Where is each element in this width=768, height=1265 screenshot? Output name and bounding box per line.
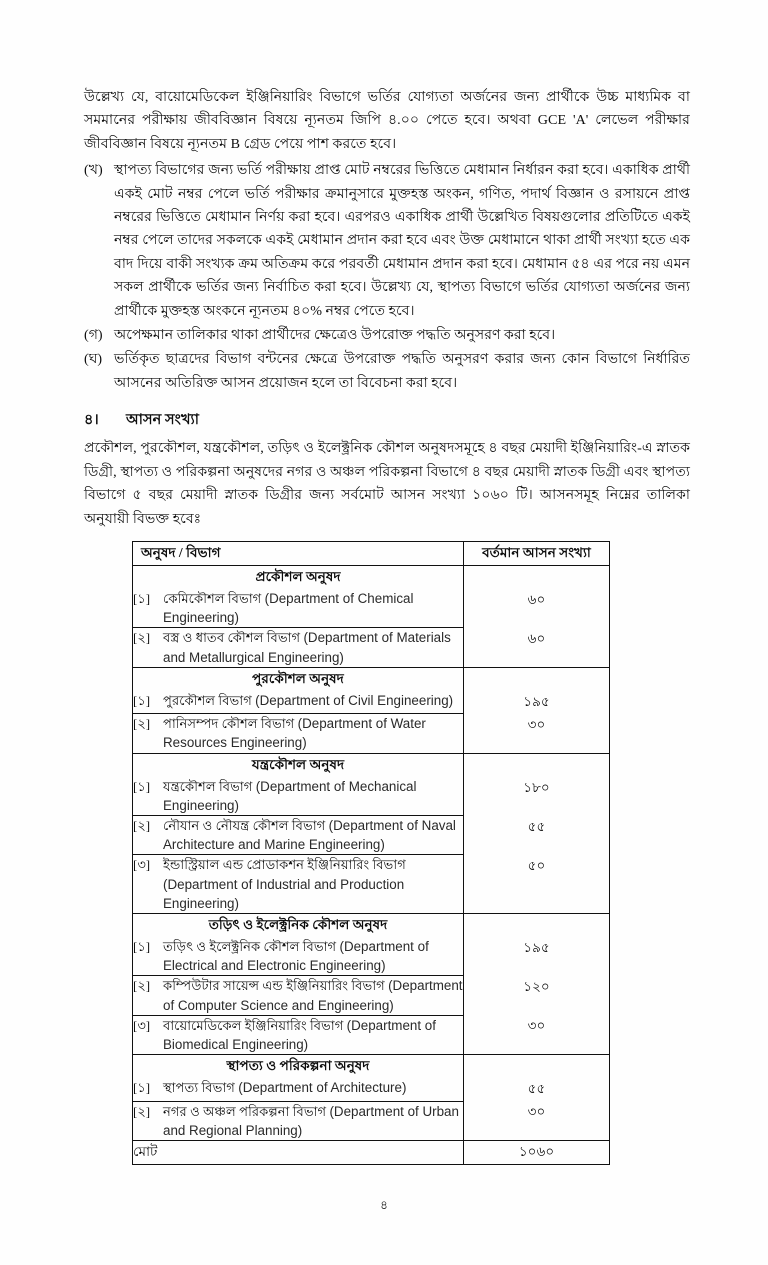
department-row	[133, 628, 610, 667]
department-seat-count: ৫৫	[464, 1078, 610, 1101]
department-name	[163, 855, 463, 913]
department-index: [২]	[133, 818, 151, 834]
department-name	[163, 691, 463, 710]
department-name-en: (Department of Electrical and Electronic Engineering)	[163, 939, 429, 974]
department-name	[163, 816, 463, 854]
faculty-name: যন্ত্রকৌশল অনুষদ	[133, 753, 464, 777]
department-name-en: (Department of Civil Engineering)	[255, 692, 454, 708]
page-number: ৪	[380, 1198, 388, 1212]
clause-gha-text: ভর্তিকৃত ছাত্রদের বিভাগ বন্টনের ক্ষেত্রে উপরোক্ত পদ্ধতি অনুসরণ করার জন্য কোন বিভাগে নির্ধারিত আসনের অতিরিক্ত আসন প্রয়োজন হলে তা বিবেচনা করা হবে।	[114, 351, 690, 391]
faculty-name: তড়িৎ ও ইলেক্ট্রনিক কৌশল অনুষদ	[133, 914, 464, 938]
department-cell	[133, 1078, 464, 1101]
department-row	[133, 937, 610, 976]
department-name-en: (Department of Urban and Regional Planning)	[163, 1103, 459, 1138]
department-name-bn: ইন্ডাস্ট্রিয়াল এন্ড প্রোডাকশন ইঞ্জিনিয়ারিং বিভাগ	[163, 857, 406, 873]
department-cell	[133, 628, 464, 667]
faculty-name: প্রকৌশল অনুষদ	[133, 565, 464, 589]
department-index: [১]	[133, 692, 151, 708]
department-index: [৩]	[133, 1017, 151, 1033]
seat-distribution-table	[132, 541, 610, 1165]
department-cell	[133, 714, 464, 753]
department-cell	[133, 1015, 464, 1054]
department-name-en: (Department of Computer Science and Engineering)	[163, 978, 463, 1013]
department-seat-count: ৬০	[464, 589, 610, 628]
department-name	[163, 628, 463, 666]
department-index: [২]	[133, 716, 151, 732]
faculty-heading-row	[133, 667, 610, 691]
department-row	[133, 714, 610, 753]
faculty-heading-row	[133, 753, 610, 777]
department-index: [২]	[133, 978, 151, 994]
department-index: [১]	[133, 939, 151, 955]
faculty-seats-blank	[464, 1055, 610, 1079]
department-name-en: (Department of Industrial and Production Engineering)	[163, 876, 405, 911]
section-intro-paragraph: প্রকৌশল, পুরকৌশল, যন্ত্রকৌশল, তড়িৎ ও ইলেক্ট্রনিক কৌশল অনুষদসমূহে ৪ বছর মেয়াদী ইঞ্জিনিয়ারিং-এ স্নাতক ডিগ্রী, স্থাপত্য ও পরিকল্পনা অনুষদের নগর ও অঞ্চল পরিকল্পনা বিভাগে ৪ বছর মেয়াদী স্নাতক ডিগ্রী এবং স্থাপত্য বিভাগে ৫ বছর মেয়াদী স্নাতক ডিগ্রীর জন্য সর্বমোট আসন সংখ্যা ১০৬০ টি। আসনসমূহ নিম্নের তালিকা অনুযায়ী বিভক্ত হবেঃ	[84, 440, 690, 527]
faculty-seats-blank	[464, 565, 610, 589]
department-name-en: (Department of Architecture)	[238, 1080, 407, 1096]
department-index: [১]	[133, 590, 151, 606]
department-cell	[133, 855, 464, 914]
department-row	[133, 777, 610, 816]
department-row	[133, 691, 610, 714]
department-name-bn: নৌযান ও নৌযন্ত্র কৌশল বিভাগ	[163, 818, 329, 834]
department-cell	[133, 589, 464, 628]
department-index: [৩]	[133, 857, 151, 873]
department-cell	[133, 816, 464, 855]
department-row	[133, 816, 610, 855]
department-name-bn: যন্ত্রকৌশল বিভাগ	[163, 778, 256, 794]
clause-gha	[84, 348, 690, 395]
department-name-bn: কম্পিউটার সায়েন্স এন্ড ইঞ্জিনিয়ারিং বিভাগ	[163, 978, 389, 994]
faculty-seats-blank	[464, 753, 610, 777]
page-content	[84, 86, 690, 1165]
department-name	[163, 976, 463, 1014]
department-name	[163, 1102, 463, 1140]
department-seat-count: ৩০	[464, 714, 610, 753]
faculty-heading-row	[133, 565, 610, 589]
faculty-seats-blank	[464, 914, 610, 938]
faculty-seats-blank	[464, 667, 610, 691]
clause-ga-marker: (গ)	[84, 327, 103, 344]
seat-table-wrapper	[132, 541, 609, 1165]
clause-kha-text: স্থাপত্য বিভাগের জন্য ভর্তি পরীক্ষায় প্রাপ্ত মোট নম্বরের ভিত্তিতে মেধামান নির্ধারন করা হবে। একাধিক প্রার্থী একই মোট নম্বর পেলে ভর্তি পরীক্ষার ক্রমানুসারে মুক্তহস্ত অংকন, গণিত, পদার্থ বিজ্ঞান ও রসায়নে প্রাপ্ত নম্বরের ভিত্তিতে মেধামান নির্ণয় করা হবে। এরপরও একাধিক প্রার্থী উল্লেখিত বিষয়গুলোর প্রতিটিতে একই নম্বর পেলে তাদের সকলকে একই মেধামান প্রদান করা হবে এবং উক্ত মেধামানে থাকা প্রার্থী সংখ্যা হতে এক বাদ দিয়ে বাকী সংখ্যক ক্রম অতিক্রম করে পরবর্তী মেধামান প্রদান করা হবে। মেধামান ৫৪ এর পরে নয় এমন সকল প্রার্থীকে ভর্তির জন্য নির্বাচিত করা হবে। উল্লেখ্য যে, স্থাপত্য বিভাগে ভর্তির যোগ্যতা অর্জনের জন্য প্রার্থীকে মুক্তহস্ত অংকনে ন্যূনতম ৪০% নম্বর পেতে হবে।	[114, 162, 690, 319]
department-cell	[133, 937, 464, 976]
section-heading	[84, 409, 690, 431]
department-row	[133, 1015, 610, 1054]
department-name-en: (Department of Chemical Engineering)	[163, 590, 414, 626]
total-label: মোট	[133, 1141, 464, 1165]
department-cell	[133, 976, 464, 1015]
department-name-bn: পুরকৌশল বিভাগ	[163, 692, 256, 708]
section-number: ৪।	[84, 412, 99, 429]
department-row	[133, 1078, 610, 1101]
department-seat-count: ৫৫	[464, 816, 610, 855]
clause-gha-marker: (ঘ)	[84, 351, 103, 368]
department-row	[133, 1101, 610, 1140]
table-header-row	[133, 541, 610, 565]
department-seat-count: ৩০	[464, 1101, 610, 1140]
faculty-heading-row	[133, 914, 610, 938]
total-row	[133, 1141, 610, 1165]
department-name-en: (Department of Materials and Metallurgical Engineering)	[163, 630, 451, 665]
department-name-en: (Department of Biomedical Engineering)	[163, 1017, 436, 1053]
department-index: [১]	[133, 1080, 151, 1096]
department-name-bn: পানিসম্পদ কৌশল বিভাগ	[163, 716, 298, 732]
department-seat-count: ১৯৫	[464, 691, 610, 714]
department-name-bn: স্থাপত্য বিভাগ	[163, 1080, 239, 1096]
department-seat-count: ৩০	[464, 1015, 610, 1054]
department-name-bn: নগর ও অঞ্চল পরিকল্পনা বিভাগ	[163, 1103, 330, 1119]
department-name	[163, 1016, 463, 1054]
column-header-seats: বর্তমান আসন সংখ্যা	[464, 541, 610, 565]
department-name-bn: বায়োমেডিকেল ইঞ্জিনিয়ারিং বিভাগ	[163, 1017, 347, 1033]
department-row	[133, 589, 610, 628]
department-name-en: (Department of Naval Architecture and Marine Engineering)	[163, 818, 456, 853]
column-header-department: অনুষদ / বিভাগ	[133, 541, 464, 565]
department-index: [২]	[133, 630, 151, 646]
faculty-name: স্থাপত্য ও পরিকল্পনা অনুষদ	[133, 1055, 464, 1079]
department-name-bn: তড়িৎ ও ইলেক্ট্রনিক কৌশল বিভাগ	[163, 939, 340, 955]
clause-ga-text: অপেক্ষমান তালিকার থাকা প্রার্থীদের ক্ষেত্রেও উপরোক্ত পদ্ধতি অনুসরণ করা হবে।	[114, 327, 556, 344]
department-name	[163, 777, 463, 815]
department-name	[163, 937, 463, 975]
department-name-bn: কেমিকৌশল বিভাগ	[163, 590, 265, 606]
faculty-heading-row	[133, 1055, 610, 1079]
department-name	[163, 1078, 463, 1097]
clause-ga	[84, 324, 690, 347]
department-index: [১]	[133, 778, 151, 794]
faculty-name: পুরকৌশল অনুষদ	[133, 667, 464, 691]
department-seat-count: ৫০	[464, 855, 610, 914]
department-index: [২]	[133, 1103, 151, 1119]
department-name-bn: বস্ত্র ও ধাতব কৌশল বিভাগ	[163, 630, 304, 646]
department-cell	[133, 691, 464, 714]
department-cell	[133, 777, 464, 816]
clause-kha	[84, 159, 690, 323]
department-name	[163, 589, 463, 627]
department-row	[133, 855, 610, 914]
department-seat-count: ৬০	[464, 628, 610, 667]
paragraph-note-biomedical: উল্লেখ্য যে, বায়োমেডিকেল ইঞ্জিনিয়ারিং বিভাগে ভর্তির যোগ্যতা অর্জনের জন্য প্রার্থীকে উচ্চ মাধ্যমিক বা সমমানের পরীক্ষায় জীববিজ্ঞান বিষয়ে ন্যূনতম জিপি ৪.০০ পেতে হবে। অথবা GCE 'A' লেভেল পরীক্ষার জীববিজ্ঞান বিষয়ে ন্যূনতম B গ্রেড পেয়ে পাশ করতে হবে।	[84, 89, 690, 152]
section-title: আসন সংখ্যা	[126, 412, 199, 429]
total-seat-count: ১০৬০	[464, 1141, 610, 1165]
department-seat-count: ১২০	[464, 976, 610, 1015]
department-name-en: (Department of Water Resources Engineering)	[163, 716, 426, 751]
department-name	[163, 714, 463, 752]
department-seat-count: ১৯৫	[464, 937, 610, 976]
clause-kha-marker: (খ)	[84, 162, 103, 179]
department-cell	[133, 1101, 464, 1140]
department-seat-count: ১৮০	[464, 777, 610, 816]
department-row	[133, 976, 610, 1015]
department-name-en: (Department of Mechanical Engineering)	[163, 778, 417, 813]
